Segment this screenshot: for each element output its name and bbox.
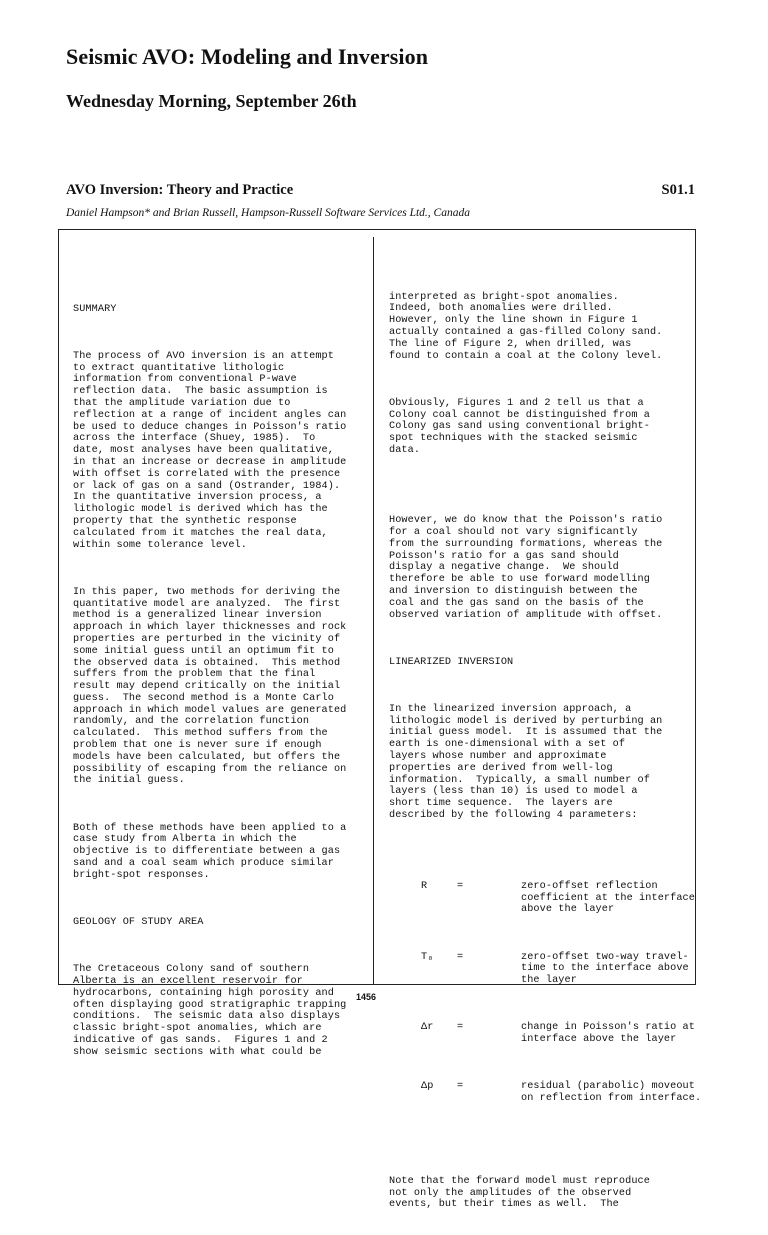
- session-date: Wednesday Morning, September 26th: [66, 91, 357, 111]
- parameter-definition: zero-offset reflection coefficient at the interface above the layer: [521, 880, 695, 916]
- parameter-symbol: Δp: [421, 1081, 434, 1093]
- parameter-row: [389, 1022, 701, 1046]
- left-column: [73, 280, 346, 1082]
- summary-heading: SUMMARY: [73, 303, 117, 315]
- parameter-symbol: T₀: [421, 951, 434, 963]
- parameter-definition: zero-offset two-way travel- time to the interface above the layer: [521, 951, 689, 987]
- parameter-definition: change in Poisson's ratio at interface above the layer: [521, 1022, 695, 1046]
- column-divider: [373, 237, 374, 984]
- parameter-list: [389, 857, 701, 1140]
- paper-code: S01.1: [661, 182, 695, 198]
- parameter-row: [389, 1081, 701, 1105]
- parameter-equals: =: [457, 1022, 464, 1034]
- summary-paragraph-1: The process of AVO inversion is an attempt to extract quantitative lithologic information from conventional P-wave reflection data. The basic assumption is that the amplitude variation due to reflection at a range of incident angles can be used to deduce changes in Poisson's ratio across the interface (Shuey, 1985). To date, most analyses have been qualitative, in that an increase or decrease in amplitude with offset is correlated with the presence or lack of gas on a sand (Ostrander, 1984). In the quantitative inversion process, a lithologic model is derived which has the property that the synthetic response calculated from it matches the real data, within some tolerance level.: [73, 350, 347, 551]
- summary-paragraph-3: Both of these methods have been applied to a case study from Alberta in which the objective is to differentiate between a gas sand and a coal seam which produce similar bright-spot responses.: [73, 822, 347, 881]
- right-paragraph-1: interpreted as bright-spot anomalies. Indeed, both anomalies were drilled. However, only the line shown in Figure 1 actually contained a gas-filled Colony sand. The line of Figure 2, when drilled, was found to contain a coal at the Colony level.: [389, 291, 663, 362]
- parameter-equals: =: [457, 880, 464, 892]
- right-column: [389, 268, 701, 1235]
- session-title: Seismic AVO: Modeling and Inversion: [66, 44, 429, 69]
- right-paragraph-2: Obviously, Figures 1 and 2 tell us that a Colony coal cannot be distinguished from a Colony gas sand using conventional bright- spot techniques with the stacked seismic data.: [389, 397, 650, 456]
- parameter-equals: =: [457, 1081, 464, 1093]
- parameter-symbol: R: [421, 880, 428, 892]
- parameter-symbol: Δr: [421, 1022, 434, 1034]
- geology-paragraph-1: The Cretaceous Colony sand of southern Alberta is an excellent reservoir for hydrocarbons, containing high porosity and often displaying good stratigraphic trapping conditions. The seismic data also displays classic bright-spot anomalies, which are indicative of gas sands. Figures 1 and 2 show seismic sections with what could be: [73, 964, 347, 1058]
- paper-authors: Daniel Hampson* and Brian Russell, Hampson-Russell Software Services Ltd., Canada: [66, 207, 470, 219]
- right-paragraph-5: Note that the forward model must reproduce not only the amplitudes of the observed events, but their times as well. The: [389, 1175, 650, 1211]
- paper-title: AVO Inversion: Theory and Practice: [66, 182, 294, 198]
- parameter-row: [389, 881, 701, 916]
- right-paragraph-3: However, we do know that the Poisson's ratio for a coal should not vary significantly from the surrounding formations, whereas the Poisson's ratio for a gas sand should display a negative change. We should therefore be able to use forward modelling and inversion to distinguish between the coal and the gas sand on the basis of the observed variation of amplitude with offset.: [389, 515, 663, 621]
- summary-paragraph-2: In this paper, two methods for deriving the quantitative model are analyzed. The first method is a generalized linear inversion approach in which layer thicknesses and rock properties are perturbed in the vicinity of some initial guess until an optimum fit to the observed data is obtained. This method suffers from the problem that the final result may depend critically on the initial guess. The second method is a Monte Carlo approach in which model values are generated randomly, and the correlation function calculated. This method suffers from the problem that one is never sure if enough models have been calculated, but offers the possibility of escaping from the reliance on the initial guess.: [73, 586, 347, 787]
- linearized-heading: LINEARIZED INVERSION: [389, 656, 514, 668]
- page-number: 1456: [356, 992, 377, 1002]
- parameter-definition: residual (parabolic) moveout on reflection from interface.: [521, 1081, 702, 1105]
- parameter-equals: =: [457, 951, 464, 963]
- right-paragraph-4: In the linearized inversion approach, a lithologic model is derived by perturbing an initial guess model. It is assumed that the earth is one-dimensional with a set of layers whose number and approximate properties are derived from well-log information. Typically, a small number of layers (less than 10) is used to model a short time sequence. The layers are described by the following 4 parameters:: [389, 703, 663, 822]
- parameter-row: [389, 952, 701, 987]
- geology-heading: GEOLOGY OF STUDY AREA: [73, 917, 204, 929]
